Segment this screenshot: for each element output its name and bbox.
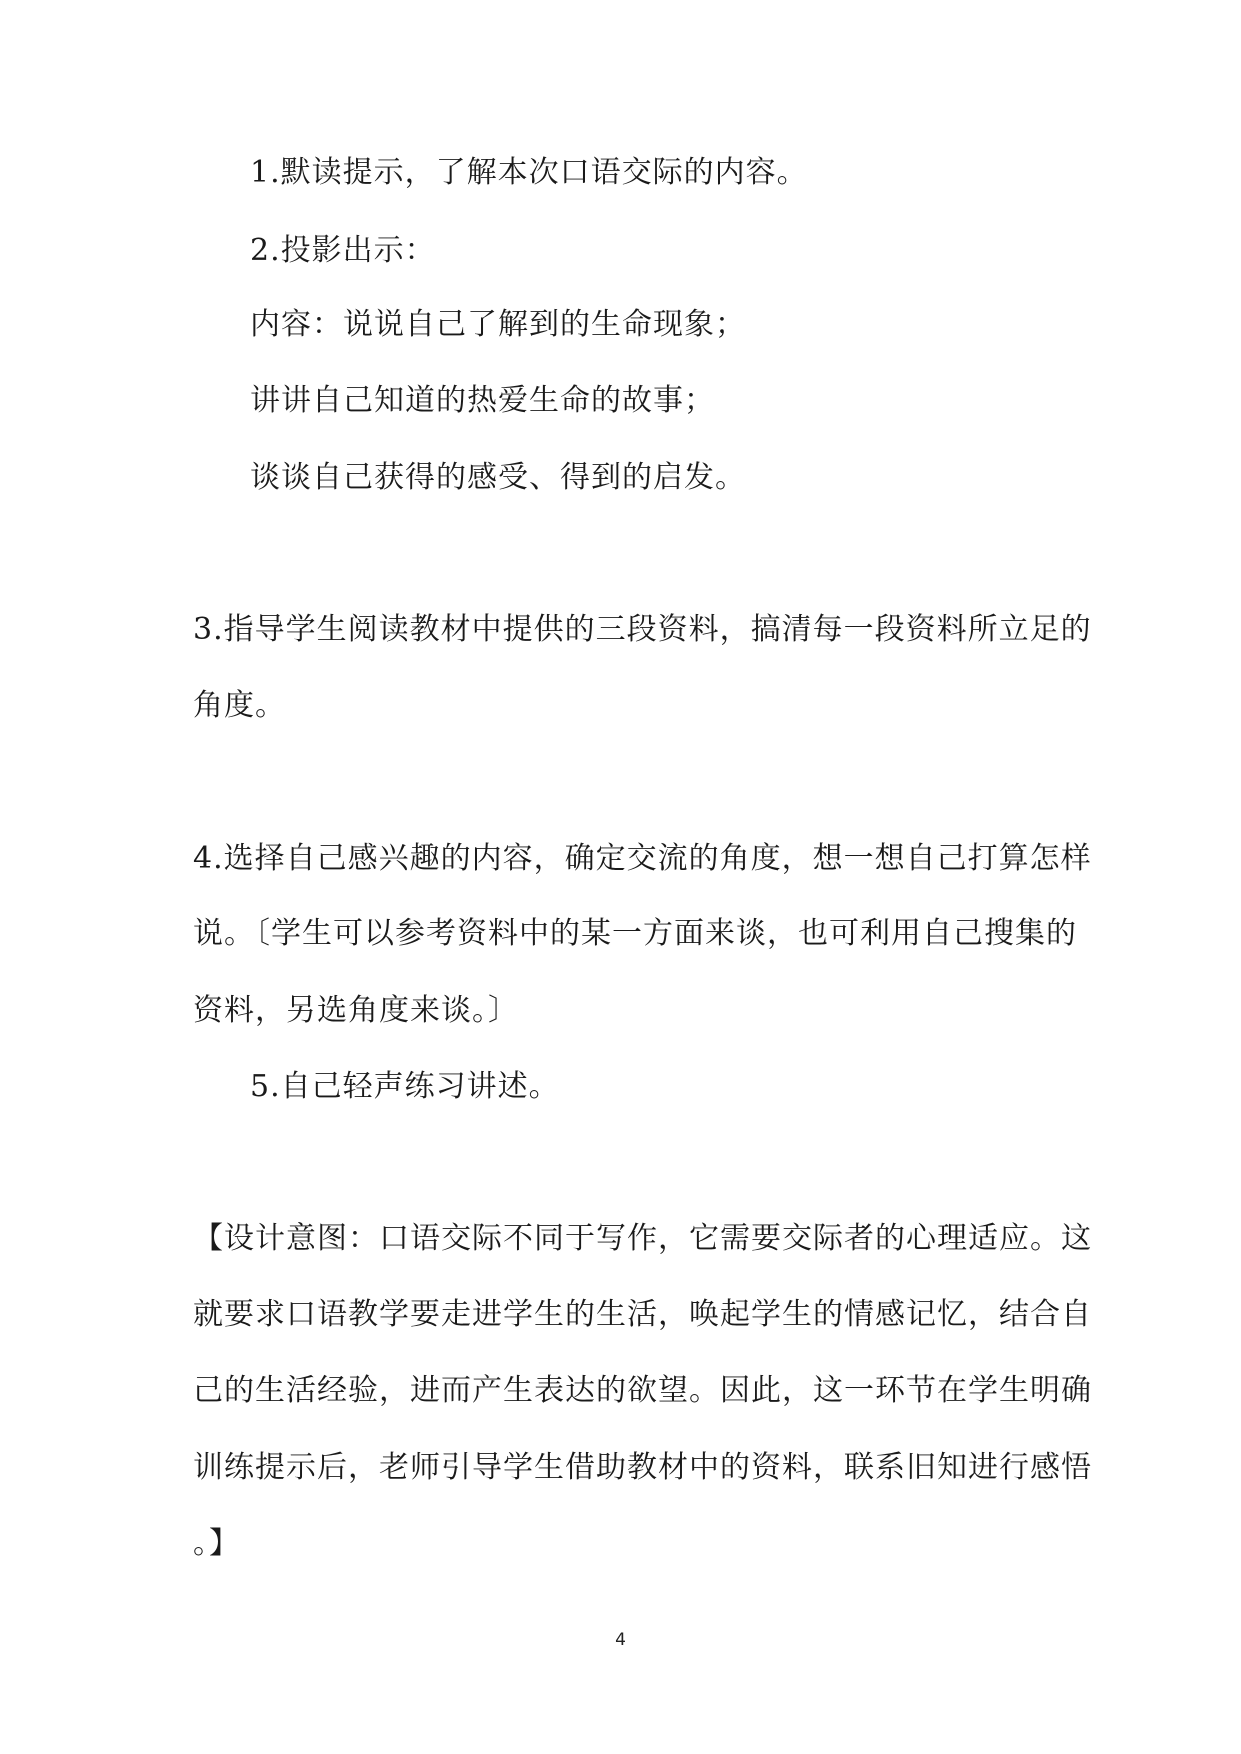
step-3-text-line-1: 3.指导学生阅读教材中提供的三段资料，搞清每一段资料所立足的 — [193, 612, 1092, 647]
design-intent-line-2: 就要求口语教学要走进学生的生活，唤起学生的情感记忆，结合自 — [193, 1297, 1092, 1332]
step-5-text: 5.自己轻声练习讲述。 — [250, 1069, 560, 1104]
step-4-text-line-2: 说。〔学生可以参考资料中的某一方面来谈，也可利用自己搜集的 — [193, 916, 1077, 951]
step-4-text-line-3: 资料，另选角度来谈。〕 — [193, 993, 519, 1028]
design-intent-line-3: 己的生活经验，进而产生表达的欲望。因此，这一环节在学生明确 — [193, 1373, 1092, 1408]
step-2-text: 2.投影出示： — [250, 233, 436, 268]
content-line-1: 内容：说说自己了解到的生命现象； — [250, 307, 746, 342]
page-number: 4 — [615, 1630, 626, 1650]
step-3-text-line-2: 角度。 — [193, 688, 286, 723]
step-1-text: 1.默读提示，了解本次口语交际的内容。 — [250, 155, 808, 190]
content-line-2: 讲讲自己知道的热爱生命的故事； — [250, 383, 715, 418]
design-intent-line-1: 【设计意图：口语交际不同于写作，它需要交际者的心理适应。这 — [193, 1221, 1092, 1256]
content-line-3: 谈谈自己获得的感受、得到的启发。 — [250, 460, 746, 495]
step-4-text-line-1: 4.选择自己感兴趣的内容，确定交流的角度，想一想自己打算怎样 — [193, 841, 1092, 876]
design-intent-line-5: 。】 — [193, 1526, 240, 1561]
design-intent-line-4: 训练提示后，老师引导学生借助教材中的资料，联系旧知进行感悟 — [193, 1450, 1092, 1485]
